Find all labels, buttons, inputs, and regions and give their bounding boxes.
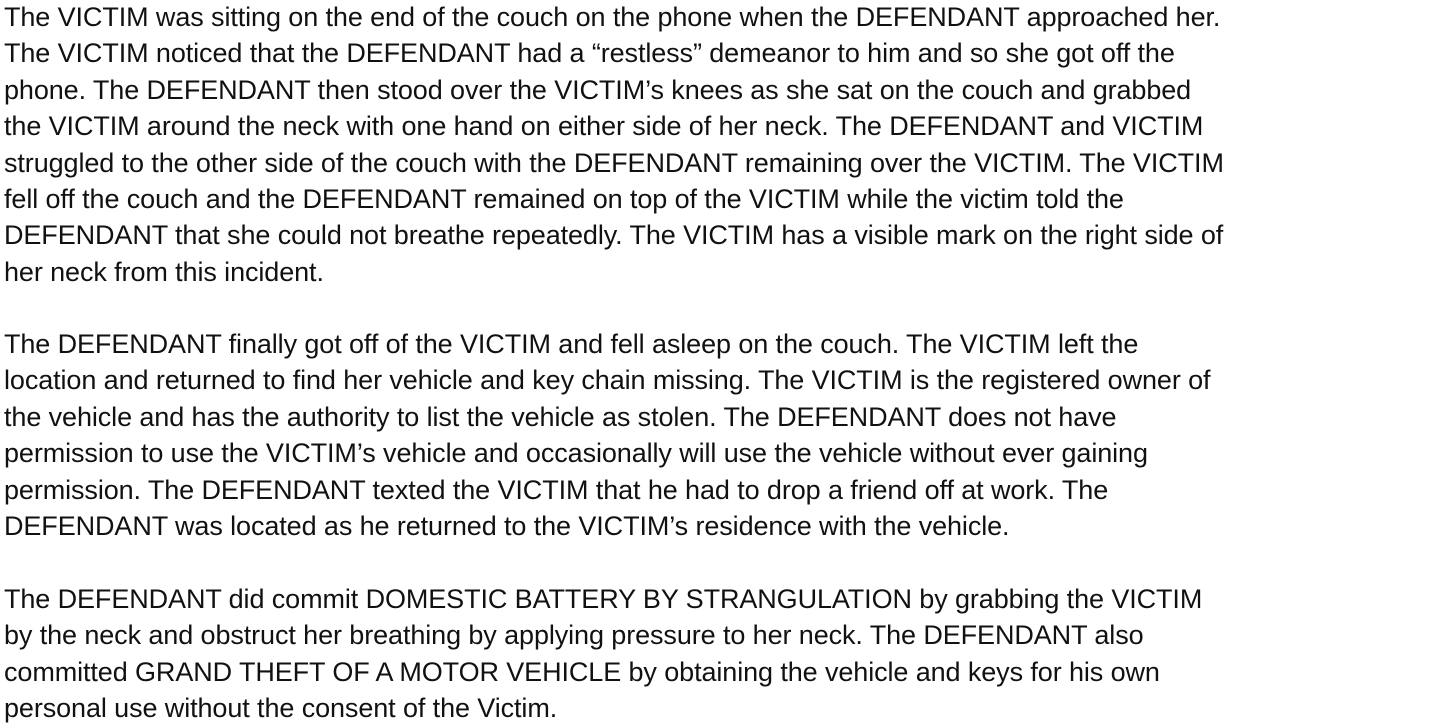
document-page <box>4 0 1444 726</box>
paragraph-line: fell off the couch and the DEFENDANT remained on top of the VICTIM while the victim told the <box>4 184 1124 215</box>
paragraph-vehicle <box>4 326 1210 544</box>
paragraph-line: the VICTIM around the neck with one hand on either side of her neck. The DEFENDANT and VICTIM <box>4 111 1204 142</box>
paragraph-line: The VICTIM was sitting on the end of the couch on the phone when the DEFENDANT approached her. <box>4 2 1221 32</box>
paragraph-line: struggled to the other side of the couch with the DEFENDANT remaining over the VICTIM. The VICTIM <box>4 147 1224 178</box>
paragraph-line: The VICTIM noticed that the DEFENDANT had a “restless” demeanor to him and so she got off the <box>4 38 1175 69</box>
paragraph-line: The DEFENDANT finally got off of the VICTIM and fell asleep on the couch. The VICTIM left the <box>4 329 1139 359</box>
paragraph-line: personal use without the consent of the Victim. <box>4 693 558 724</box>
paragraph-incident <box>4 0 1224 290</box>
paragraph-line: the vehicle and has the authority to list the vehicle as stolen. The DEFENDANT does not have <box>4 401 1117 432</box>
paragraph-line: permission. The DEFENDANT texted the VICTIM that he had to drop a friend off at work. The <box>4 474 1109 505</box>
paragraph-line: phone. The DEFENDANT then stood over the VICTIM’s knees as she sat on the couch and grabbed <box>4 74 1192 105</box>
paragraph-line: by the neck and obstruct her breathing by applying pressure to her neck. The DEFENDANT also <box>4 620 1144 651</box>
paragraph-charges <box>4 581 1202 726</box>
paragraph-line: DEFENDANT that she could not breathe repeatedly. The VICTIM has a visible mark on the right side of <box>4 220 1224 251</box>
paragraph-line: DEFENDANT was located as he returned to the VICTIM’s residence with the vehicle. <box>4 511 1010 542</box>
paragraph-line: committed GRAND THEFT OF A MOTOR VEHICLE by obtaining the vehicle and keys for his own <box>4 656 1160 687</box>
paragraph-line: The DEFENDANT did commit DOMESTIC BATTERY BY STRANGULATION by grabbing the VICTIM <box>4 584 1203 614</box>
paragraph-line: permission to use the VICTIM’s vehicle and occasionally will use the vehicle without ever gaining <box>4 438 1148 469</box>
paragraph-line: location and returned to find her vehicle and key chain missing. The VICTIM is the registered owner of <box>4 365 1211 396</box>
paragraph-line: her neck from this incident. <box>4 256 324 287</box>
